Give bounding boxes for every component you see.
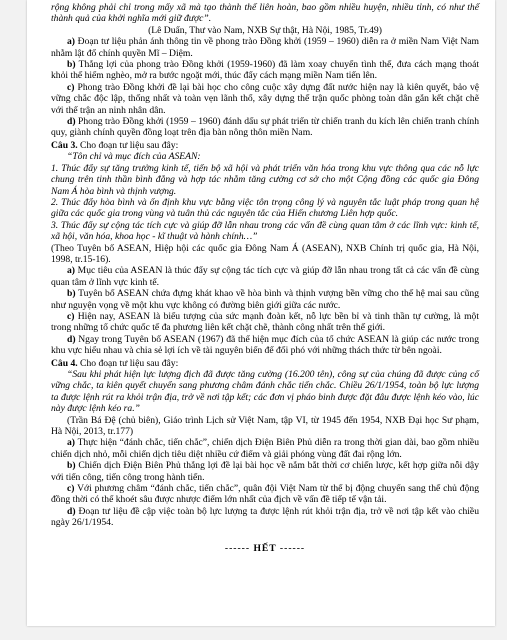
option-label: a) <box>67 437 75 449</box>
option-text: Phong trào Đồng khởi đề lại bài học cho công cuộc xây dựng đất nước hiện nay là kiên quyết, bảo vệ vững chắc độc lập, thống nhất và toàn vẹn lãnh thổ, xây dựng thế trận quốc phòng toàn dân gắn kết chặt chẽ với thế trận an ninh nhân dân. <box>51 81 479 116</box>
question-number: Câu 4. <box>51 357 78 369</box>
q2-source: (Lê Duẩn, Thư vào Nam, NXB Sự thật, Hà Nội, 1985, Tr.49) <box>148 24 382 36</box>
q3-quote-title: “Tôn chỉ và mục đích của ASEAN: <box>67 151 201 163</box>
q4-option-a <box>51 437 479 460</box>
option-text: Hiện nay, ASEAN là biểu tượng của sức mạnh đoàn kết, nỗ lực bền bỉ và tinh thần tự cường, là một trong những tổ chức quốc tế đa phương liên kết chặt chẽ, thành công nhất trên thế giới. <box>51 310 479 334</box>
document-page <box>27 0 495 626</box>
q3-option-c <box>51 311 479 334</box>
question-prompt: Cho đoạn tư liệu sau đây: <box>77 139 179 151</box>
option-label: c) <box>67 310 75 322</box>
option-label: d) <box>67 505 76 517</box>
option-text: Ngay trong Tuyên bố ASEAN (1967) đã thể hiện mục đích của tổ chức ASEAN là giúp các nước trong khu vực hiểu nhau và chia sẻ lợi ích về tài nguyên biển để đối phó với những thách thức từ bên ngoài. <box>51 333 479 357</box>
question-prompt: Cho đoạn tư liệu sau đây: <box>77 357 179 369</box>
q2-option-b <box>51 59 479 82</box>
q4-quote: “Sau khi phát hiện lực lượng địch đã được tăng cường (16.200 tên), công sự của chúng đã được củng cố vững chắc, ta kiên quyết chuyển sang phương châm đánh chắc tiến chắc. Chiều 26/1/1954, toàn bộ lực lượng ta được lệnh rút ra khỏi trận địa, trở về nơi tập kết; các đơn vị pháo binh được đặt đâu được lệnh kéo vào, lúc này được lệnh kéo ra.” <box>51 369 479 415</box>
q3-option-b <box>51 288 479 311</box>
q2-option-a <box>51 36 479 59</box>
option-text: Đoạn tư liệu đề cập việc toàn bộ lực lượng ta được lệnh rút khỏi trận địa, trở về nơi tập kết vào chiều ngày 26/1/1954. <box>51 505 479 529</box>
q2-option-d <box>51 116 479 139</box>
q2-option-c <box>51 82 479 116</box>
option-text: Đoạn tư liệu phản ánh thông tin về phong trào Đồng khởi (1959 – 1960) diễn ra ở miền Nam Việt Nam nhằm lật đổ chính quyền Mĩ – Diệm. <box>51 36 479 59</box>
option-label: b) <box>67 460 76 472</box>
option-label: c) <box>67 81 75 93</box>
option-label: b) <box>67 59 76 71</box>
q3-quote-2: 2. Thúc đẩy hòa bình và ổn định khu vực bằng việc tôn trọng công lý và nguyên tắc luật pháp trong quan hệ giữa các quốc gia trong vùng và tuân thủ các nguyên tắc của Hiến chương Liên hợp quốc. <box>51 196 479 220</box>
option-text: Chiến dịch Điện Biên Phủ thắng lợi đề lại bài học về nắm bắt thời cơ chiến lược, kết hợp giữa nỗi dậy với tiến công, tiến công trong hành tiến. <box>51 460 479 483</box>
q4-option-d <box>51 506 479 529</box>
q4-heading <box>51 358 479 369</box>
option-text: Với phương châm “đánh chắc, tiến chắc”, quân đội Việt Nam từ thế bị động chuyển sang thế chủ động đồng thời có thể khoét sâu được nhược điểm lớn nhất của địch về vấn đề tiếp tế vận tải. <box>51 483 479 506</box>
question-number: Câu 3. <box>51 139 78 151</box>
page-content <box>51 2 479 554</box>
q3-quote-3: 3. Thúc đẩy sự cộng tác tích cực và giúp đỡ lẫn nhau trong các vấn đề cùng quan tâm ở các lĩnh vực: kinh tế, xã hội, văn hóa, khoa học - kĩ thuật và hành chính…” <box>51 219 479 243</box>
option-label: c) <box>67 483 75 495</box>
q2-quote-end: rộng không phải chỉ trong mấy xã mà tạo thành thế liên hoàn, bao gồm nhiều huyện, nhiều tỉnh, có như thế thành quả của khởi nghĩa mới giữ được”. <box>51 2 479 25</box>
option-label: a) <box>67 36 75 48</box>
option-text: Thực hiện “đánh chắc, tiến chắc”, chiến dịch Điện Biên Phủ diễn ra trong thời gian dài, bao gồm nhiều chiến dịch nhỏ, mỗi chiến dịch tiêu diệt nhiều cứ điểm và giải phóng vùng đất đai rộng lớn. <box>51 437 479 460</box>
q3-heading <box>51 140 479 151</box>
option-text: Tuyên bố ASEAN chứa đựng khát khao về hòa bình và thịnh vượng bền vững cho thế hệ mai sau cũng như nguyện vọng về một khu vực không có đường biên giới giữa các nước. <box>51 288 479 311</box>
option-text: Phong trào Đồng khởi (1959 – 1960) đánh dấu sự phát triển từ chiến tranh du kích lên chiến tranh chính quy, giành chính quyền đồng loạt trên địa bàn nông thôn miền Nam. <box>51 116 479 139</box>
option-text: Thắng lợi của phong trào Đồng khởi (1959-1960) đã làm xoay chuyển tình thế, đưa cách mạng thoát khỏi thế hiểm nghèo, mở ra bước ngoặt mới, thúc đẩy cách mạng miền Nam tiến lên. <box>51 59 479 82</box>
option-label: d) <box>67 333 76 345</box>
option-text: Mục tiêu của ASEAN là thúc đẩy sự cộng tác tích cực và giúp đỡ lẫn nhau trong tất cả các vấn đề cùng quan tâm ở lĩnh vực kinh tế. <box>51 265 479 288</box>
q4-source: (Trần Bá Đệ (chủ biên), Giáo trình Lịch sử Việt Nam, tập VI, từ 1945 đến 1954, NXB Đại học Sư phạm, Hà Nội, 2013, tr.177) <box>51 414 479 438</box>
q3-quote-1: 1. Thúc đẩy sự tăng trưởng kinh tế, tiến bộ xã hội và phát triển văn hóa trong khu vực thông qua các nỗ lực chung trên tinh thần bình đẳng và hợp tác nhằm tăng cường cơ sở cho một Cộng đồng các quốc gia Đông Nam Á hòa bình và thịnh vượng. <box>51 162 479 197</box>
q3-option-a <box>51 265 479 288</box>
q3-source: (Theo Tuyên bố ASEAN, Hiệp hội các quốc gia Đông Nam Á (ASEAN), NXB Chính trị quốc gia, Hà Nội, 1998, tr.15-16). <box>51 242 479 265</box>
option-label: b) <box>67 288 76 300</box>
end-of-exam-mark: ------ HẾT ------ <box>224 542 306 554</box>
option-label: a) <box>67 265 75 277</box>
q3-option-d <box>51 334 479 357</box>
q4-option-b <box>51 460 479 483</box>
q4-option-c <box>51 483 479 506</box>
option-label: d) <box>67 116 76 128</box>
